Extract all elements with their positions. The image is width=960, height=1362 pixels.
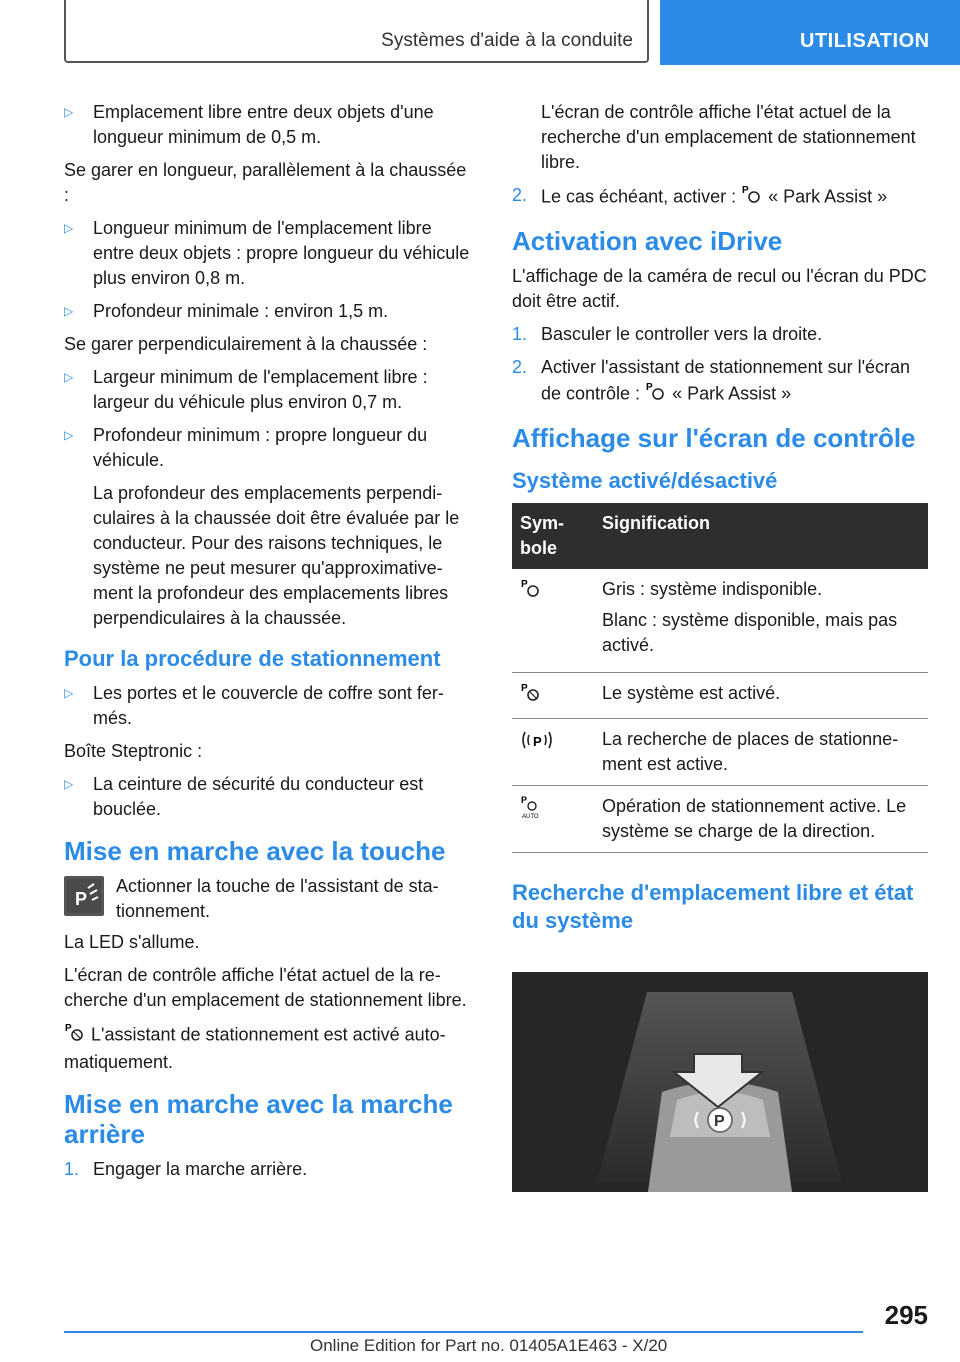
subsection-heading: Recherche d'emplacement libre et état du système	[512, 880, 914, 933]
triangle-bullet-icon: ▷	[64, 221, 74, 235]
paragraph: L'écran de contrôle affiche l'état actuel de la recherche d'un emplacement de stationnement libre.	[64, 965, 467, 1010]
footer-edition: Online Edition for Part no. 01405A1E463 - X/20	[310, 1336, 668, 1355]
parking-search-icon	[520, 734, 554, 757]
svg-text:P: P	[742, 185, 749, 196]
column-header: Signification	[594, 503, 928, 569]
svg-text:P: P	[533, 734, 542, 749]
subsection-heading: Système activé/désactivé	[512, 468, 778, 493]
section-tab	[660, 0, 960, 65]
table-row: P Le système est activé.	[512, 673, 928, 719]
triangle-bullet-icon: ▷	[64, 428, 74, 442]
key-instruction: P Actionner la touche de l'assistant de stationnement.	[64, 874, 476, 924]
parking-illustration	[512, 972, 928, 1192]
triangle-bullet-icon: ▷	[64, 777, 74, 791]
park-assist-active-icon	[520, 683, 542, 707]
park-assist-grey-icon	[520, 579, 542, 603]
park-assist-auto-icon	[520, 795, 544, 824]
list-item: ▷ Profondeur minimale : environ 1,5 m.	[64, 299, 476, 324]
left-column	[64, 100, 476, 1190]
svg-text:P: P	[521, 579, 528, 590]
paragraph: L'écran de contrôle affiche l'état actuel de la recherche d'un emplacement de stationnement libre.	[541, 102, 916, 172]
table-row: P Gris : système indisponible. Blanc : système disponible, mais pas activé.	[512, 569, 928, 673]
footer-rule	[64, 1331, 863, 1333]
section-tab-label: UTILISATION	[800, 30, 930, 52]
paragraph: Se garer perpendiculairement à la chaussée :	[64, 334, 428, 354]
park-assist-icon	[64, 1021, 86, 1050]
table-row: P AUTO Opération de stationnement active. Le système se charge de la direction.	[512, 786, 928, 853]
park-assist-icon	[645, 380, 667, 409]
list-item: ▷ La ceinture de sécurité du conducteur est bouclée.	[64, 774, 424, 819]
list-item: ▷ Longueur minimum de l'emplacement libre entre deux objets : propre longueur du véhicule plus environ 0,8 m.	[64, 218, 470, 288]
svg-text:P: P	[521, 795, 528, 805]
svg-text:P: P	[521, 683, 528, 694]
section-heading: Activation avec iDrive	[512, 226, 783, 256]
triangle-bullet-icon: ▷	[64, 686, 74, 700]
section-heading: Mise en marche avec la touche	[64, 836, 446, 866]
park-assist-icon	[741, 183, 763, 212]
svg-text:P: P	[75, 889, 88, 909]
svg-text:AUTO: AUTO	[522, 814, 539, 820]
chapter-title-box	[64, 0, 649, 63]
list-item: ▷ Les portes et le couvercle de coffre sont fermés.	[64, 683, 444, 728]
section-heading: Mise en marche avec la marche arrière	[64, 1089, 453, 1149]
list-item: ▷ Profondeur minimum : propre longueur du véhicule.	[64, 425, 428, 470]
table-row: P La recherche de places de stationnement est active.	[512, 719, 928, 786]
right-column	[512, 100, 928, 943]
column-header: Symbole	[512, 503, 594, 569]
svg-text:P: P	[714, 1113, 725, 1130]
list-item: 2. Activer l'assistant de stationnement sur l'écran de contrôle : P « Park Assist »	[512, 355, 928, 409]
paragraph: Boîte Steptronic :	[64, 741, 203, 761]
paragraph: Se garer en longueur, parallèlement à la chaussée :	[64, 160, 467, 205]
triangle-bullet-icon: ▷	[64, 105, 74, 119]
page-number: 295	[884, 1300, 928, 1330]
page-header	[0, 0, 960, 66]
paragraph: La LED s'allume.	[64, 932, 200, 952]
paragraph: La profondeur des emplacements perpendiculaires à la chaussée doit être évaluée par le conducteur. Pour des raisons techniques, le système ne peut mesurer qu'approximativement la profondeur des emplacements libres perpendiculaires à la chaussée.	[93, 483, 460, 628]
list-item: ▷ Emplacement libre entre deux objets d'une longueur minimum de 0,5 m.	[64, 102, 434, 147]
section-heading: Affichage sur l'écran de contrôle	[512, 423, 916, 453]
triangle-bullet-icon: ▷	[64, 304, 74, 318]
paragraph: L'affichage de la caméra de recul ou l'écran du PDC doit être actif.	[512, 266, 927, 311]
section-heading: Pour la procédure de stationnement	[64, 646, 441, 671]
paragraph: P L'assistant de stationnement est activé automatiquement.	[64, 1023, 446, 1072]
svg-text:P: P	[65, 1023, 72, 1034]
triangle-bullet-icon: ▷	[64, 370, 74, 384]
list-item: 1. Engager la marche arrière.	[64, 1159, 308, 1179]
symbol-table	[512, 503, 928, 853]
list-item: 1. Basculer le controller vers la droite.	[512, 324, 823, 344]
svg-text:P: P	[646, 382, 653, 393]
list-item: ▷ Largeur minimum de l'emplacement libre : largeur du véhicule plus environ 0,7 m.	[64, 367, 428, 412]
chapter-title: Systèmes d'aide à la conduite	[381, 30, 633, 51]
park-assist-button-icon	[64, 876, 104, 916]
table-header-row	[512, 503, 928, 569]
list-item: 2. Le cas échéant, activer : P « Park Assist »	[512, 183, 928, 212]
